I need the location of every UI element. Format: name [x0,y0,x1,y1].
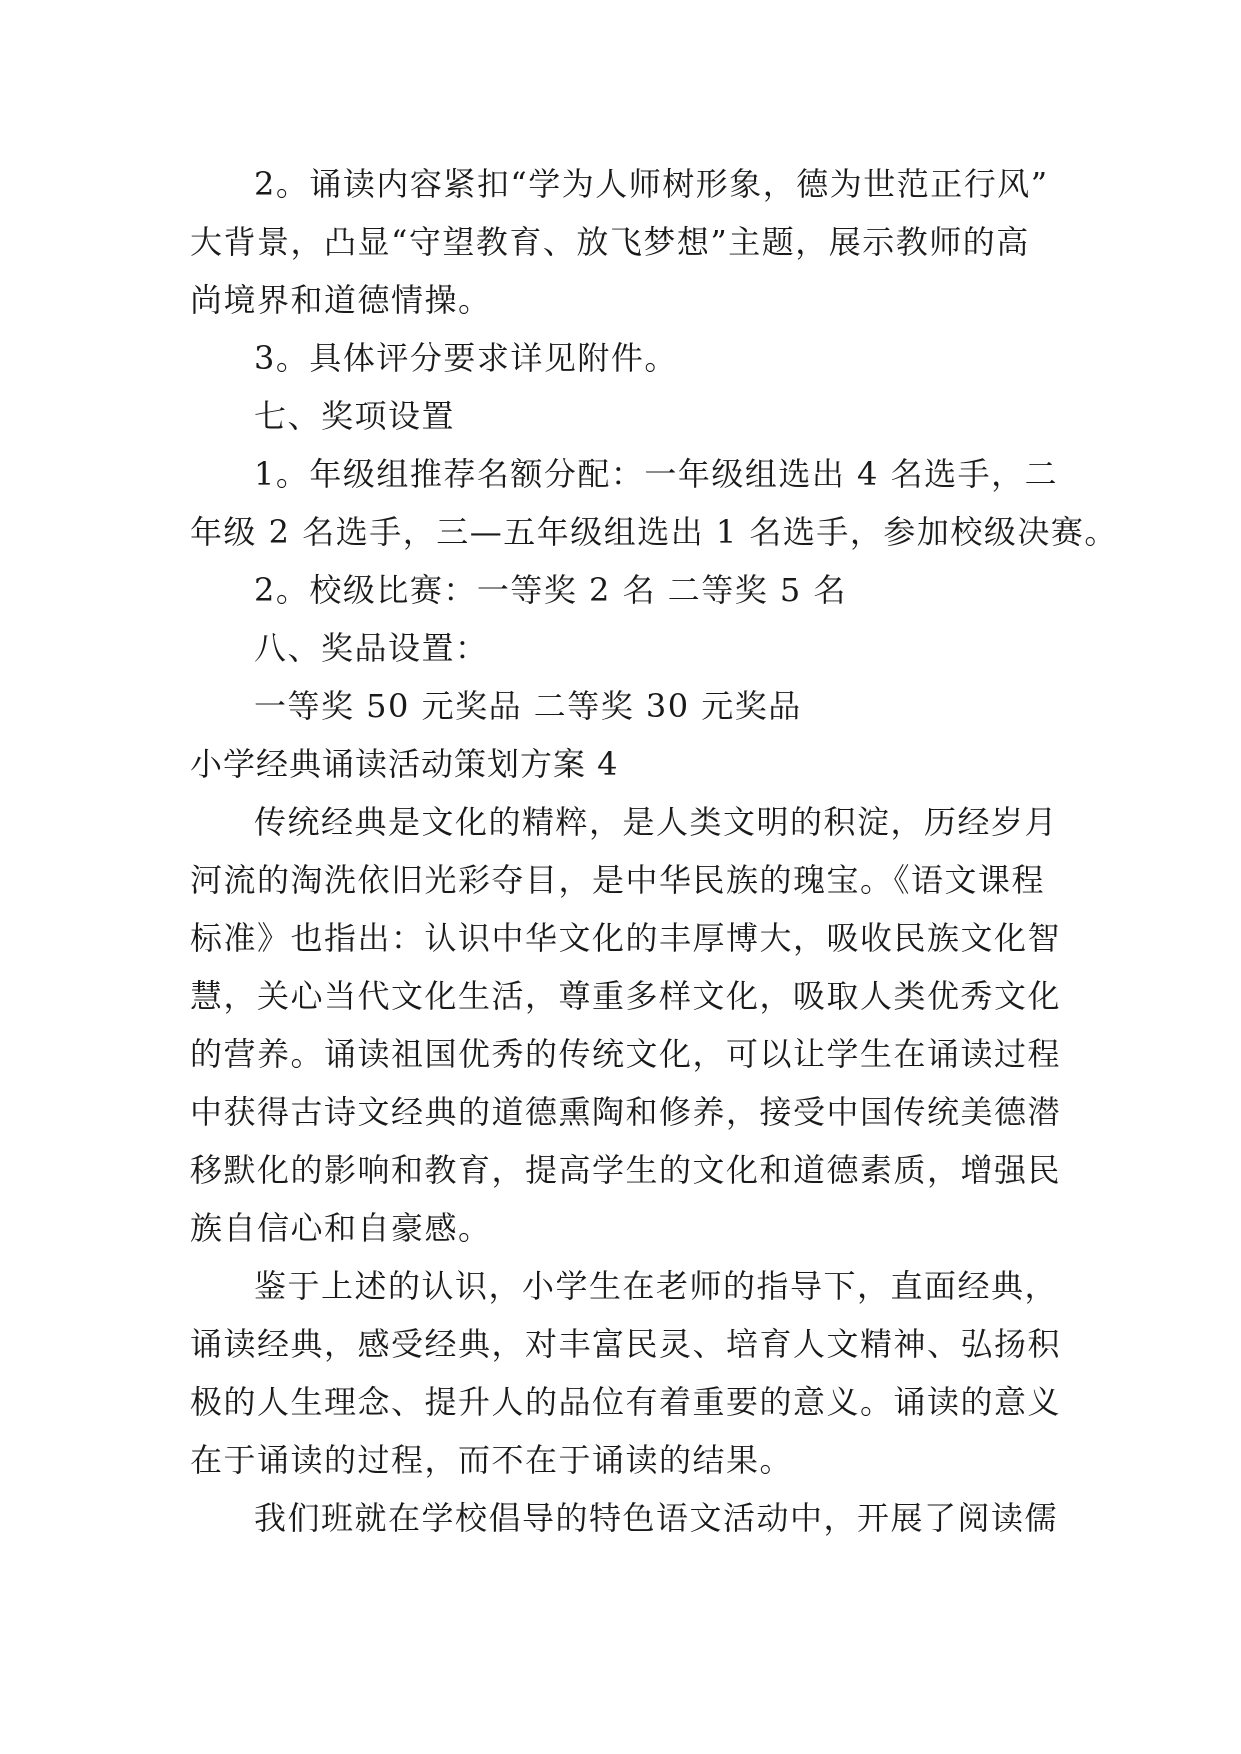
paragraph-line: 在于诵读的过程，而不在于诵读的结果。 [190,1441,794,1479]
paragraph-line: 传统经典是文化的精粹，是人类文明的积淀，历经岁月 [254,803,1059,841]
document-body [190,155,1118,1547]
paragraph-line: 中获得古诗文经典的道德熏陶和修养，接受中国传统美德潜 [190,1093,1062,1131]
paragraph-line: 尚境界和道德情操。 [190,281,492,319]
paragraph-line: 标准》也指出：认识中华文化的丰厚博大，吸收民族文化智 [190,919,1062,957]
section-heading: 八、奖品设置： [254,629,489,667]
paragraph-line: 族自信心和自豪感。 [190,1209,492,1247]
paragraph-line: 一等奖 50 元奖品 二等奖 30 元奖品 [254,687,802,725]
section-heading: 七、奖项设置 [254,397,456,435]
paragraph-line: 河流的淘洗依旧光彩夺目，是中华民族的瑰宝。《语文课程 [190,861,1046,899]
paragraph-line: 诵读经典，感受经典，对丰富民灵、培育人文精神、弘扬积 [190,1325,1062,1363]
paragraph-line: 的营养。诵读祖国优秀的传统文化，可以让学生在诵读过程 [190,1035,1062,1073]
paragraph-line: 大背景，凸显“守望教育、放飞梦想”主题，展示教师的高 [190,223,1030,261]
document-title: 小学经典诵读活动策划方案 4 [190,745,619,783]
paragraph-line: 鉴于上述的认识，小学生在老师的指导下，直面经典， [254,1267,1059,1305]
paragraph-line: 极的人生理念、提升人的品位有着重要的意义。诵读的意义 [190,1383,1062,1421]
paragraph-line: 3。具体评分要求详见附件。 [254,339,678,377]
paragraph-line: 移默化的影响和教育，提高学生的文化和道德素质，增强民 [190,1151,1062,1189]
paragraph-line: 慧，关心当代文化生活，尊重多样文化，吸取人类优秀文化 [190,977,1062,1015]
paragraph-line: 1。年级组推荐名额分配：一年级组选出 4 名选手，二 [254,455,1059,493]
paragraph-line: 2。校级比赛：一等奖 2 名 二等奖 5 名 [254,571,847,609]
paragraph-line: 2。诵读内容紧扣“学为人师树形象，德为世范正行风” [254,165,1049,203]
paragraph-line: 我们班就在学校倡导的特色语文活动中，开展了阅读儒 [254,1499,1059,1537]
paragraph-line: 年级 2 名选手，三—五年级组选出 1 名选手，参加校级决赛。 [190,513,1118,551]
